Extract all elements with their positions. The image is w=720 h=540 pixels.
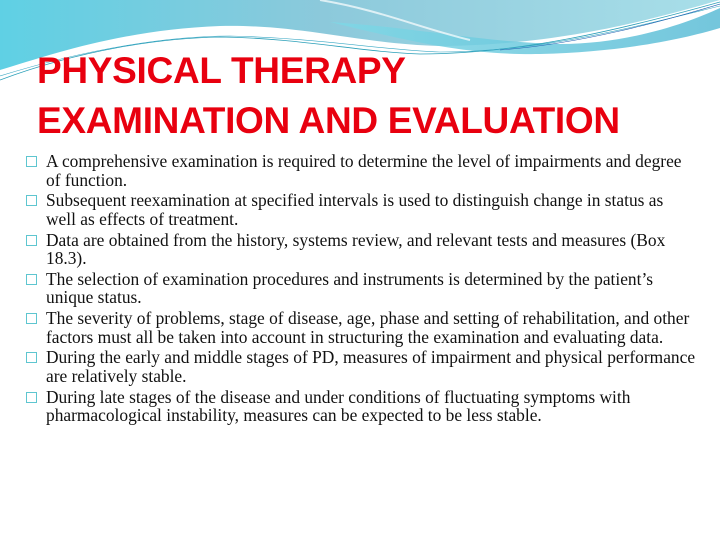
- hollow-square-bullet-icon: [26, 313, 37, 324]
- hollow-square-bullet-icon: [26, 352, 37, 363]
- bullet-item: [26, 231, 696, 268]
- hollow-square-bullet-icon: [26, 235, 37, 246]
- bullet-item: [26, 152, 696, 189]
- bullet-text: The severity of problems, stage of disease, age, phase and setting of rehabilitation, and other factors must all be taken into account in structuring the examination and evaluating data.: [46, 308, 690, 347]
- hollow-square-bullet-icon: [26, 392, 37, 403]
- hollow-square-bullet-icon: [26, 274, 37, 285]
- slide-title-line-1: PHYSICAL THERAPY: [37, 50, 406, 91]
- bullet-text: During late stages of the disease and under conditions of fluctuating symptoms with pharmacological instability, measures can be expected to be less stable.: [46, 386, 631, 426]
- slide-title-line-2: EXAMINATION AND EVALUATION: [37, 100, 620, 141]
- bullet-item: [26, 191, 696, 228]
- bullet-item: [26, 388, 696, 425]
- slide-title: [37, 46, 620, 146]
- bullet-text: The selection of examination procedures and instruments is determined by the patient’s unique status.: [46, 268, 654, 308]
- bullet-text: A comprehensive examination is required to determine the level of impairments and degree of function.: [46, 151, 682, 190]
- hollow-square-bullet-icon: [26, 156, 37, 167]
- bullet-list: [26, 152, 696, 427]
- bullet-item: [26, 309, 696, 346]
- bullet-item: [26, 348, 696, 385]
- bullet-item: [26, 270, 696, 307]
- bullet-text: Subsequent reexamination at specified intervals is used to distinguish change in status as well as effects of treatment.: [46, 190, 664, 229]
- hollow-square-bullet-icon: [26, 195, 37, 206]
- bullet-text: Data are obtained from the history, systems review, and relevant tests and measures (Box 18.3).: [46, 229, 666, 269]
- bullet-text: During the early and middle stages of PD, measures of impairment and physical performance are relatively stable.: [46, 347, 696, 386]
